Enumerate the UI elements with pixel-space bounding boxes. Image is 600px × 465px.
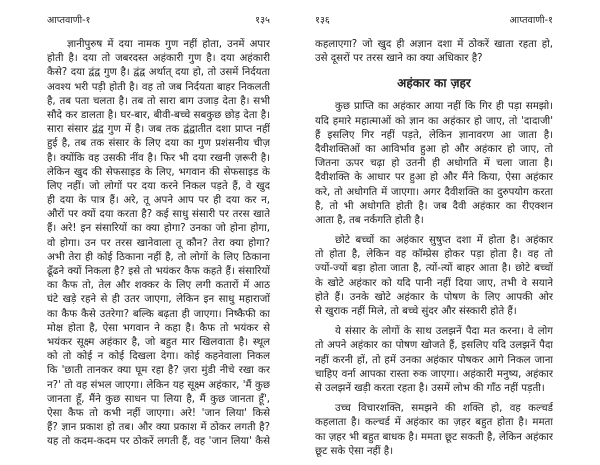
paragraph xyxy=(315,38,553,66)
text-line: हैं। अरे! इन संसारियों का क्या होगा? उनका जो होना होगा, xyxy=(47,223,270,235)
running-head: आप्तवाणी-१ xyxy=(509,15,553,26)
text-line: अवश्य भरी पड़ी होती है। वह तो जब निर्दयता बाहर निकलती xyxy=(47,81,270,93)
text-line: वो होगा। उन पर तरस खानेवाला तू कौन? तेरा क्या होगा? xyxy=(47,237,270,249)
text-line: सारा संसार द्वंद्व गुण में है। जब तक द्वंद्वातीत दशा प्राप्त नहीं xyxy=(47,124,270,136)
text-line: औरों पर क्यों दया करता है? कई साधु संसारी पर तरस खाते xyxy=(47,209,270,221)
page-number: १३५ xyxy=(255,15,270,26)
right-page xyxy=(315,0,553,463)
text-line: होती है। दया तो जबरदस्त अहंकारी गुण है। दया अहंकारी xyxy=(47,53,270,65)
text-line: है, तब पता चलता है। तब तो सारा बाग उजाड़ देता है। सभी xyxy=(47,95,270,107)
text-line: सौदे कर डालता है। घर-बार, बीवी-बच्चे सबकुछ छोड़ देता है। xyxy=(47,109,270,121)
text-line: ज्यों-ज्यों बड़ा होता जाता है, त्यों-त्यों बाहर आता है। छोटे बच्चों xyxy=(315,263,553,275)
text-line: नहीं करनी हों, तो हमें उनका अहंकार पोषकर आगे निकल जाना xyxy=(315,354,553,366)
text-line: भयंकर सूक्ष्म अहंकार है, जो बहुत मार खिलवाता है। स्थूल xyxy=(47,336,270,348)
text-line: आता है, तब नर्कगति होती है। xyxy=(315,214,424,226)
text-line: ये संसार के लोगों के साथ उलझनें पैदा मत करना। वे लोग xyxy=(335,326,553,338)
page-header xyxy=(47,13,270,27)
running-head: आप्तवाणी-१ xyxy=(47,15,91,26)
text-line: का कैफ तो, तेल और शक्कर के लिए लगी कतारों में आठ xyxy=(47,280,270,292)
page-number: १३६ xyxy=(315,15,330,26)
text-line: जानता हूँ, मैंने कुछ साधन पा लिया है, मैं कुछ जानता हूँ', xyxy=(47,393,270,405)
text-line: कहलाएगा? जो खुद ही अज्ञान दशा में ठोकरें खाता रहता हो, xyxy=(315,39,553,50)
text-line: घंटे खड़े रहने से ही उतर जाएगा, लेकिन इन साधु महाराजों xyxy=(47,294,270,306)
text-line: तो अपने अहंकार का पोषण खोजते हैं, इसलिए यदि उलझनें पैदा xyxy=(315,340,553,352)
text-line: जितना ऊपर चढ़ा हो उतनी ही अधोगति में चला जाता है। xyxy=(315,158,553,170)
paragraph xyxy=(315,402,553,459)
text-line: हुई है, तब तक संसार के लिए दया का गुण प्रशंसनीय चीज़ xyxy=(47,138,270,150)
text-line: ढूँढने क्यों निकला है? इसे तो भयंकर कैफ कहते हैं। संसारियों xyxy=(47,266,270,277)
text-line: हैं? ज्ञान प्रकाश हो तब। और क्या प्रकाश में ठोकर लगती है? xyxy=(47,422,270,434)
text-line: ऐसा कैफ तो कभी नहीं जाएगा। अरे! 'जान लिया' किसे xyxy=(47,407,270,419)
paragraph xyxy=(315,325,553,396)
text-line: हैं इसलिए गिर नहीं पड़ते, लेकिन ज्ञानावरण आ जाता है। xyxy=(315,129,553,141)
page-header xyxy=(315,13,553,27)
text-line: कहलाता है। कल्चर्ड में अहंकार का ज़हर बहुत होता है। ममता xyxy=(315,417,553,429)
paragraph xyxy=(47,38,270,449)
text-line: छोटे बच्चों का अहंकार सुषुप्त दशा में होता है। अहंकार xyxy=(335,235,553,247)
text-line: ही दया के पात्र हैं। अरे, तू अपने आप पर ही दया कर न, xyxy=(47,195,270,207)
text-line: को तो कोई न कोई दिखला देगा। कोई कहनेवाला निकल xyxy=(47,351,270,363)
text-line: ज्ञानीपुरुष में दया नामक गुण नहीं होता, उनमें अपार xyxy=(67,39,270,50)
text-line: से खुराक नहीं मिले, तो बच्चे सुंदर और संस्कारी होते हैं। xyxy=(315,306,517,317)
left-page xyxy=(47,0,270,463)
text-line: न?' तो वह संभल जाएगा। लेकिन यह सूक्ष्म अहंकार, 'मैं कुछ xyxy=(47,379,270,391)
text-line: उच्च विचारशक्ति, समझने की शक्ति हो, वह कल्चर्ड xyxy=(335,403,553,415)
text-line: अभी तेरा ही कोई ठिकाना नहीं है, तो लोगों के लिए ठिकाना xyxy=(47,251,270,263)
text-line: का ज़हर भी बहुत बाधक है। ममता छूट सकती है, लेकिन अहंकार xyxy=(315,431,553,443)
text-line: कुछ प्राप्ति का अहंकार आया नहीं कि गिर ही पड़ा समझो। xyxy=(335,101,553,113)
section-heading: अहंकार का ज़हर xyxy=(397,76,471,91)
paragraph xyxy=(315,100,553,228)
text-line: करे, तो अधोगति में जाएगा। अगर दैवीशक्ति का दुरुपयोग करता xyxy=(315,186,553,198)
text-line: छूट सके ऐसा नहीं है। xyxy=(315,445,394,457)
text-line: है। क्योंकि वह उसकी नींव है। फिर भी दया रखनी ज़रूरी है। xyxy=(47,152,270,164)
text-line: उसे दूसरों पर तरस खाने का क्या अधिकार है? xyxy=(315,53,483,65)
text-line: दैवीशक्ति के आधार पर हुआ हो और मैंने किया, ऐसा अहंकार xyxy=(315,172,553,184)
text-line: मोक्ष होता है, ऐसा भगवान ने कहा है। कैफ तो भयंकर से xyxy=(47,322,270,334)
text-line: का कैफ कैसे उतरेगा? बल्कि बढ़ता ही जाएगा। निष्कैफी का xyxy=(47,308,270,320)
text-line: लेकिन खुद की सेफसाइड के लिए, भगवान की सेफसाइड के xyxy=(47,166,270,178)
text-line: यह तो कदम-कदम पर ठोकरें लगती हैं, वह 'जान लिया' कैसे xyxy=(47,436,270,448)
page-body xyxy=(47,38,270,455)
text-line: लिए नहीं। जो लोगों पर दया करने निकल पड़ते हैं, वे खुद xyxy=(47,180,270,192)
text-line: चाहिए वर्ना आपका रास्ता रुक जाएगा। अहंकारी मनुष्य, अहंकार xyxy=(315,368,553,380)
text-line: दैवीशक्तिओं का आविर्भाव हुआ हो और अहंकार हो जाए, तो xyxy=(315,143,553,155)
text-line: से उलझनें खड़ी करता रहता है। उसमें लोभ की गाँठ नहीं पड़ती। xyxy=(315,382,545,394)
text-line: यदि हमारे महात्माओं को ज्ञान का अहंकार हो जाए, तो 'दादाजी' xyxy=(315,115,553,127)
text-line: तो होता है, लेकिन वह कॉम्प्रेस होकर पड़ा होता है। वह तो xyxy=(315,249,553,261)
text-line: होते हैं। उनके खोटे अहंकार के पोषण के लिए आपकी ओर xyxy=(315,291,553,303)
paragraph xyxy=(315,234,553,319)
text-line: कि 'छाती तानकर क्या घूम रहा है? ज़रा मुंडी नीचे रखा कर xyxy=(47,365,270,377)
text-line: है, तो भी अधोगति होती है। जब दैवी अहंकार का रीएक्शन xyxy=(315,200,553,212)
text-line: के खोटे अहंकार को यदि पानी नहीं दिया जाए, तभी वे सयाने xyxy=(315,277,553,289)
text-line: कैसे? दया द्वंद्व गुण है। द्वंद्व अर्थात् दया हो, तो उसमें निर्दयता xyxy=(47,67,270,79)
page-body xyxy=(315,38,553,465)
